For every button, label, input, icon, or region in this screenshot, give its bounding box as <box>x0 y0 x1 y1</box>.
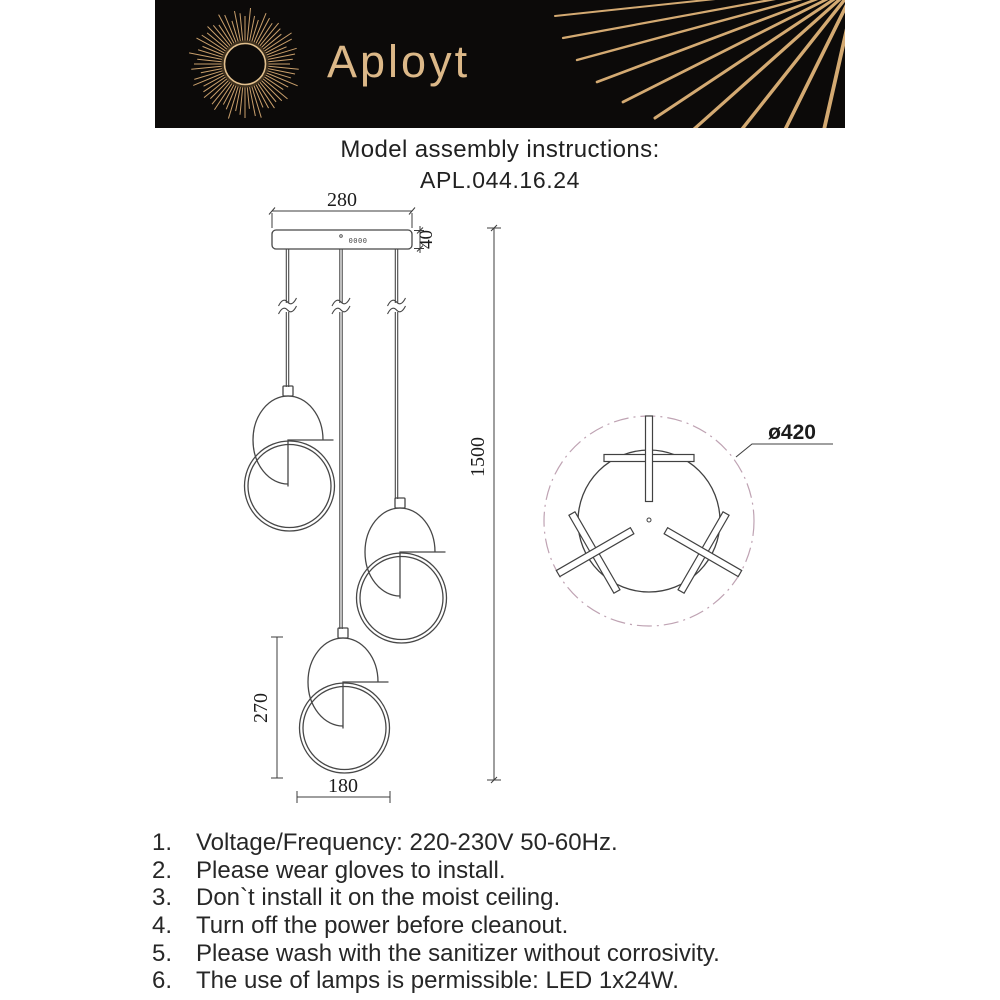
cord-left <box>279 249 297 387</box>
cord-middle <box>332 249 350 629</box>
pendant-top-view-cross <box>536 492 655 613</box>
list-item-number: 3. <box>152 884 173 912</box>
dimension-width-280 <box>269 189 415 228</box>
break-mark-icon <box>388 298 406 306</box>
svg-text:40: 40 <box>416 230 437 249</box>
list-item-number: 4. <box>152 912 173 940</box>
svg-text:270: 270 <box>250 693 272 723</box>
suspension-cords <box>279 249 406 629</box>
break-mark-icon <box>332 306 350 314</box>
list-item <box>152 884 892 912</box>
break-mark-icon <box>279 298 297 306</box>
list-item-text: The use of lamps is permissible: LED 1x24W. <box>196 967 679 995</box>
dimension-drop-1500 <box>467 225 501 783</box>
list-item-text: Turn off the power before cleanout. <box>196 912 569 940</box>
leader-line <box>736 444 833 457</box>
break-mark-icon <box>332 298 350 306</box>
dimension-ring-diameter-180 <box>297 775 390 803</box>
svg-text:180: 180 <box>328 775 358 797</box>
list-item <box>152 912 892 940</box>
list-item-number: 2. <box>152 856 173 884</box>
brand-logo-text: Aployt <box>327 36 471 87</box>
dimension-pendant-height-270 <box>250 637 283 778</box>
list-item-text: Don`t install it on the moist ceiling. <box>196 884 561 912</box>
page-title: Model assembly instructions: <box>340 136 660 163</box>
list-item <box>152 967 892 995</box>
pendant-top-view-cross <box>604 416 694 502</box>
instructions-list <box>152 829 892 995</box>
break-mark-icon <box>388 306 406 314</box>
pendant-lamp-right <box>357 498 447 643</box>
pendant-lamp-left <box>245 386 335 531</box>
list-item-text: Please wash with the sanitizer without corrosivity. <box>196 939 720 967</box>
canopy-marking: 0000 <box>348 237 368 245</box>
cord-right <box>388 249 406 499</box>
front-view-drawing <box>245 230 447 773</box>
dimensions <box>250 189 501 803</box>
list-item-number: 1. <box>152 829 173 856</box>
ceiling-canopy <box>272 230 412 249</box>
list-item-text: Please wear gloves to install. <box>196 856 506 884</box>
pendant-top-view-cross <box>643 492 762 613</box>
svg-text:280: 280 <box>327 189 357 211</box>
top-view-drawing <box>536 416 833 626</box>
list-item-number: 5. <box>152 939 173 967</box>
model-number: APL.044.16.24 <box>420 167 580 193</box>
dimension-canopy-height-40 <box>414 226 437 253</box>
svg-text:1500: 1500 <box>467 437 489 477</box>
list-item <box>152 940 892 968</box>
list-item-text: Voltage/Frequency: 220-230V 50-60Hz. <box>196 829 618 856</box>
list-item-number: 6. <box>152 967 173 995</box>
list-item <box>152 857 892 885</box>
center-dot <box>647 518 651 522</box>
diameter-label: ø420 <box>768 421 816 444</box>
break-mark-icon <box>279 306 297 314</box>
list-item <box>152 829 892 857</box>
pendant-lamp-bottom <box>300 628 390 773</box>
